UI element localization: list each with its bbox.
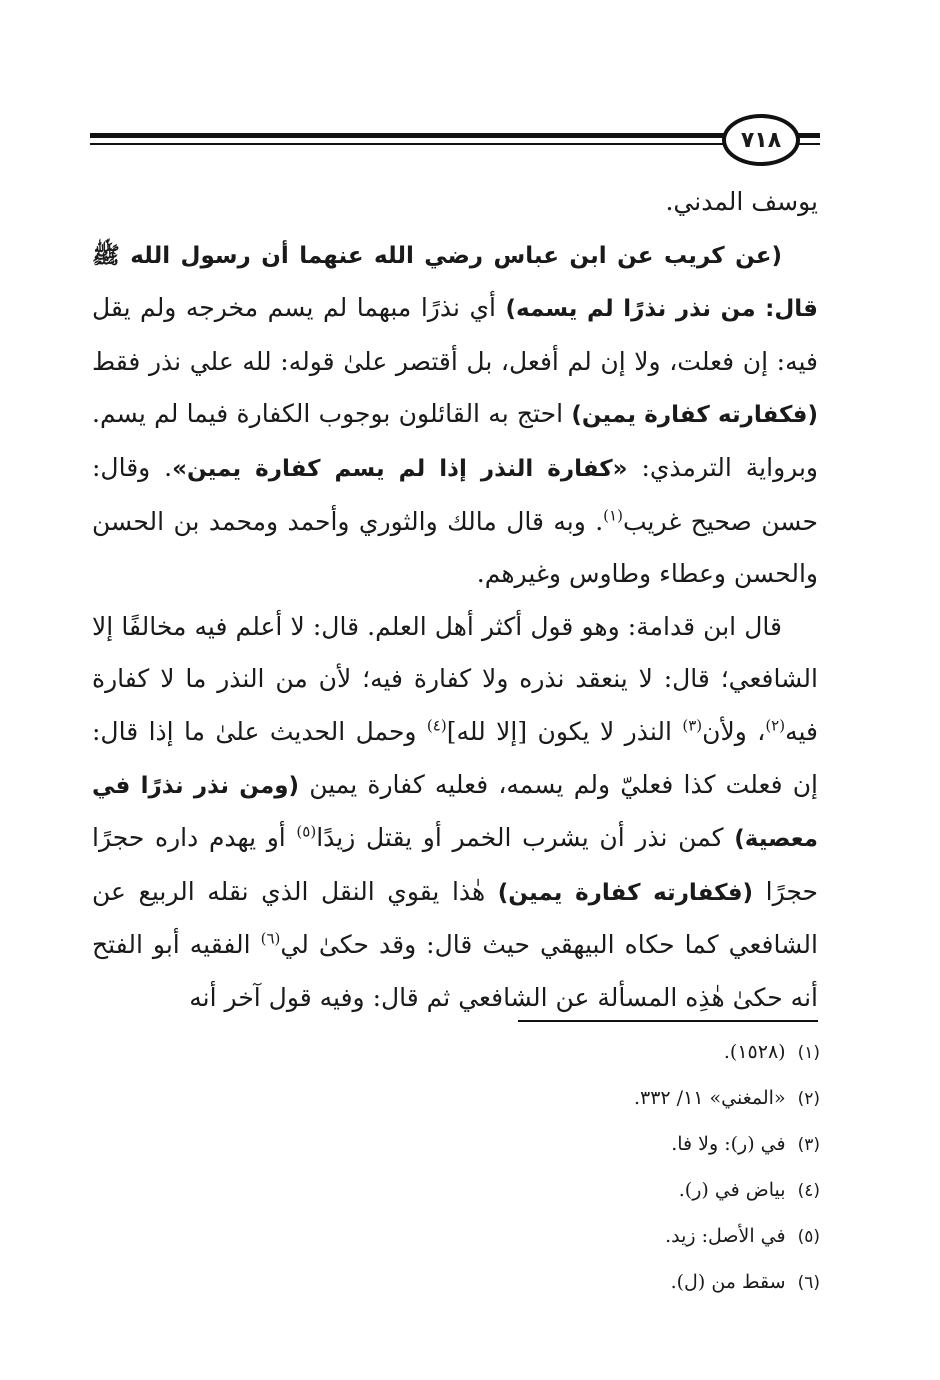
footnote-ref: (٥): [296, 822, 317, 841]
footnote-number: (٢): [797, 1089, 820, 1109]
page-number: ٧١٨: [722, 114, 800, 166]
footnote-number: (١): [797, 1043, 820, 1063]
footnotes: [380, 1030, 820, 1306]
paragraph-3: قال ابن قدامة: وهو قول أكثر أهل العلم. قال: لا أعلم فيه مخالفًا إلا الشافعي؛ قال: لا ينعقد نذره ولا كفارة فيه؛ لأن من النذر ما لا كفارة فيه$^{(٢)}$، ولأن$^{(٣)}$ النذر لا يكون [إلا لله]$^{(٤)}$ وحمل الحديث علىٰ ما إذا قال: إن فعلت كذا فعليّ ولم يسمه، فعليه كفارة يمين (ومن نذر نذرًا في معصية) كمن نذر أن يشرب الخمر أو يقتل زيدًا$^{(٥)}$ أو يهدم داره حجرًا حجرًا (فكفارته كفارة يمين) هٰذا يقوي النقل الذي نقله الربيع عن الشافعي كما حكاه البيهقي حيث قال: وقد حكىٰ لي$^{(٦)}$ الفقيه أبو الفتح أنه حكىٰ هٰذِه المسألة عن الشافعي ثم قال: وفيه قول آخر أنه: [92, 611, 819, 1012]
footnote-item: [380, 1122, 820, 1168]
paragraph-1: يوسف المدني.: [665, 187, 818, 216]
hadith-text: (عن كريب عن ابن عباس رضي الله عنهما أن رسول الله ﷺ قال: من نذر نذرًا لم يسمه): [92, 242, 818, 323]
footnote-item: [380, 1076, 820, 1122]
footnote-text: بياض في (ر).: [678, 1179, 786, 1201]
footnote-item: [380, 1168, 820, 1214]
footnote-ref: (٦): [260, 929, 281, 948]
footnote-text: «المغني» ١١/ ٣٣٢.: [633, 1087, 786, 1109]
footnote-text: في الأصل: زيد.: [665, 1225, 786, 1247]
hadith-text: (فكفارته كفارة يمين): [497, 879, 754, 906]
header-rule-thick: [90, 133, 820, 138]
footnote-ref: (٤): [426, 716, 447, 735]
footnote-number: (٤): [797, 1181, 820, 1201]
hadith-text: (فكفارته كفارة يمين): [571, 402, 819, 429]
footnote-item: [380, 1260, 820, 1306]
paragraph-2: (عن كريب عن ابن عباس رضي الله عنهما أن رسول الله ﷺ قال: من نذر نذرًا لم يسمه) أي نذرًا مبهما لم يسم مخرجه ولم يقل فيه: إن فعلت، ولا إن لم أفعل، بل أقتصر علىٰ قوله: لله علي نذر فقط (فكفارته كفارة يمين) احتج به القائلون بوجوب الكفارة فيما لم يسم. وبرواية الترمذي: «كفارة النذر إذا لم يسم كفارة يمين». وقال: حسن صحيح غريب$^{(١)}$. وبه قال مالك والثوري وأحمد ومحمد بن الحسن والحسن وعطاء وطاوس وغيرهم.: [92, 242, 819, 589]
footnote-ref: (٢): [765, 716, 786, 735]
footnote-number: (٣): [797, 1135, 820, 1155]
hadith-text: (ومن نذر نذرًا في معصية): [92, 772, 818, 853]
footnote-ref: (١): [603, 506, 623, 525]
footnote-number: (٦): [797, 1273, 820, 1293]
footnote-item: [380, 1214, 820, 1260]
footnote-ref: (٣): [682, 716, 703, 735]
header-rule-thin: [90, 143, 820, 145]
footnote-text: سقط من (ل).: [670, 1271, 786, 1293]
footnote-number: (٥): [797, 1227, 820, 1247]
page-header: [90, 112, 820, 172]
footnote-text: (١٥٢٨).: [723, 1041, 786, 1063]
footnote-item: [380, 1030, 820, 1076]
footnote-text: في (ر): ولا فا.: [671, 1133, 786, 1155]
footnote-separator: [518, 1020, 818, 1022]
hadith-text: «كفارة النذر إذا لم يسم كفارة يمين»: [172, 455, 628, 482]
main-text: [92, 176, 818, 1025]
